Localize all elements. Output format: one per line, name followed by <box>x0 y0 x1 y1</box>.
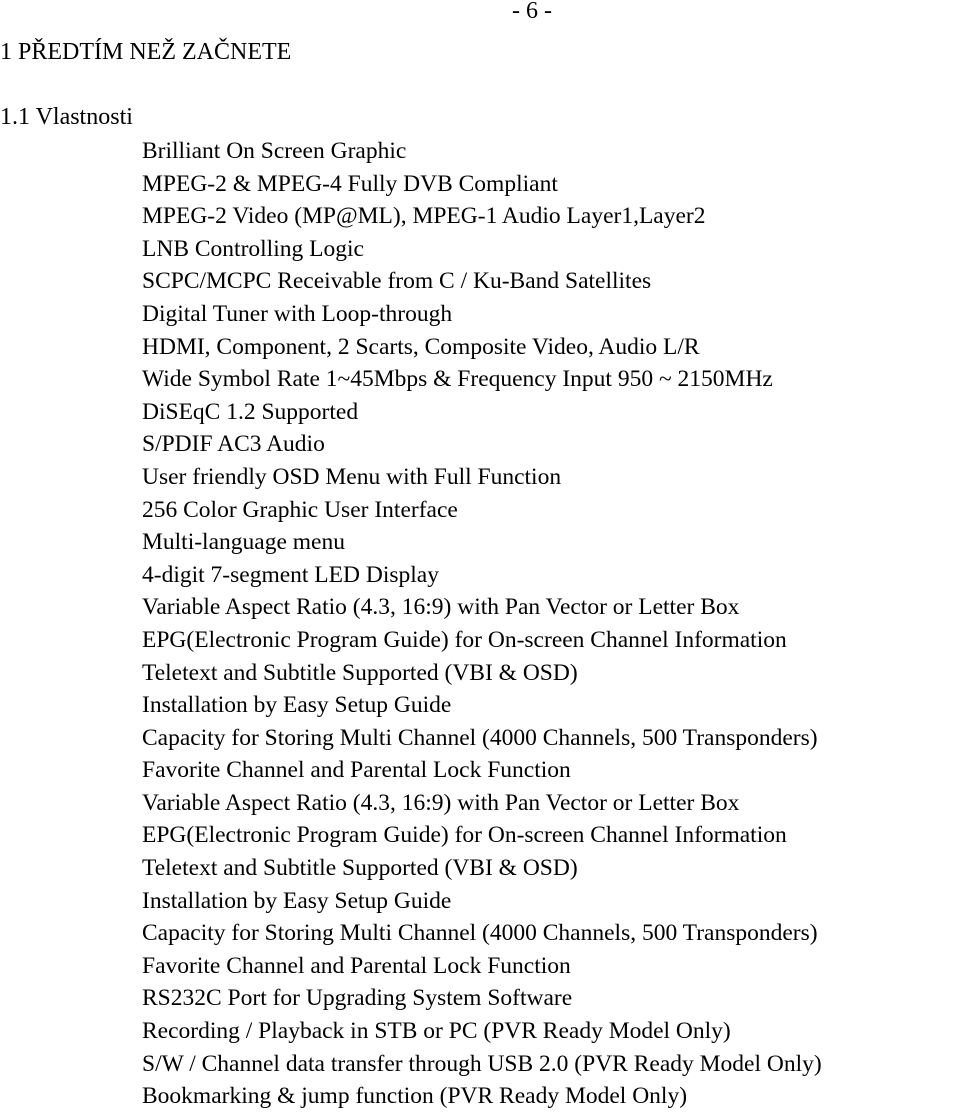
feature-item: LNB Controlling Logic <box>142 235 364 262</box>
feature-item: Capacity for Storing Multi Channel (4000 Channels, 500 Transponders) <box>142 920 818 947</box>
features-list <box>142 135 822 1113</box>
feature-item: User friendly OSD Menu with Full Function <box>142 463 562 490</box>
section-heading: 1.1 Vlastnosti <box>0 104 133 130</box>
feature-item: Recording / Playback in STB or PC (PVR Ready Model Only) <box>142 1018 731 1045</box>
feature-item: HDMI, Component, 2 Scarts, Composite Video, Audio L/R <box>142 333 700 360</box>
feature-item: Digital Tuner with Loop-through <box>142 300 453 327</box>
feature-item: Teletext and Subtitle Supported (VBI & OSD) <box>142 659 578 686</box>
feature-item: Installation by Easy Setup Guide <box>142 887 452 914</box>
feature-item: 256 Color Graphic User Interface <box>142 496 458 523</box>
feature-item: DiSEqC 1.2 Supported <box>142 398 359 425</box>
feature-item: Teletext and Subtitle Supported (VBI & OSD) <box>142 855 578 882</box>
feature-item: Wide Symbol Rate 1~45Mbps & Frequency Input 950 ~ 2150MHz <box>142 366 773 393</box>
feature-item: Variable Aspect Ratio (4.3, 16:9) with Pan Vector or Letter Box <box>142 789 740 816</box>
feature-item: MPEG-2 Video (MP@ML), MPEG-1 Audio Layer1,Layer2 <box>142 203 706 230</box>
feature-item: Multi-language menu <box>142 529 345 556</box>
chapter-heading: 1 PŘEDTÍM NEŽ ZAČNETE <box>0 39 292 65</box>
feature-item: SCPC/MCPC Receivable from C / Ku-Band Satellites <box>142 268 652 295</box>
feature-item: 4-digit 7-segment LED Display <box>142 561 439 588</box>
feature-item: Favorite Channel and Parental Lock Function <box>142 757 571 784</box>
feature-item: Installation by Easy Setup Guide <box>142 692 452 719</box>
feature-item: EPG(Electronic Program Guide) for On-screen Channel Information <box>142 626 787 653</box>
feature-item: Favorite Channel and Parental Lock Function <box>142 952 571 979</box>
feature-item: Variable Aspect Ratio (4.3, 16:9) with Pan Vector or Letter Box <box>142 594 740 621</box>
feature-item: MPEG-2 & MPEG-4 Fully DVB Compliant <box>142 170 558 197</box>
feature-item: EPG(Electronic Program Guide) for On-screen Channel Information <box>142 822 787 849</box>
feature-item: RS232C Port for Upgrading System Software <box>142 985 573 1012</box>
feature-item: Bookmarking & jump function (PVR Ready Model Only) <box>142 1083 688 1110</box>
feature-item: S/PDIF AC3 Audio <box>142 431 325 458</box>
feature-item: S/W / Channel data transfer through USB 2.0 (PVR Ready Model Only) <box>142 1050 822 1077</box>
page-number: - 6 - <box>512 0 552 24</box>
feature-item: Capacity for Storing Multi Channel (4000 Channels, 500 Transponders) <box>142 724 818 751</box>
feature-item: Brilliant On Screen Graphic <box>142 138 407 164</box>
